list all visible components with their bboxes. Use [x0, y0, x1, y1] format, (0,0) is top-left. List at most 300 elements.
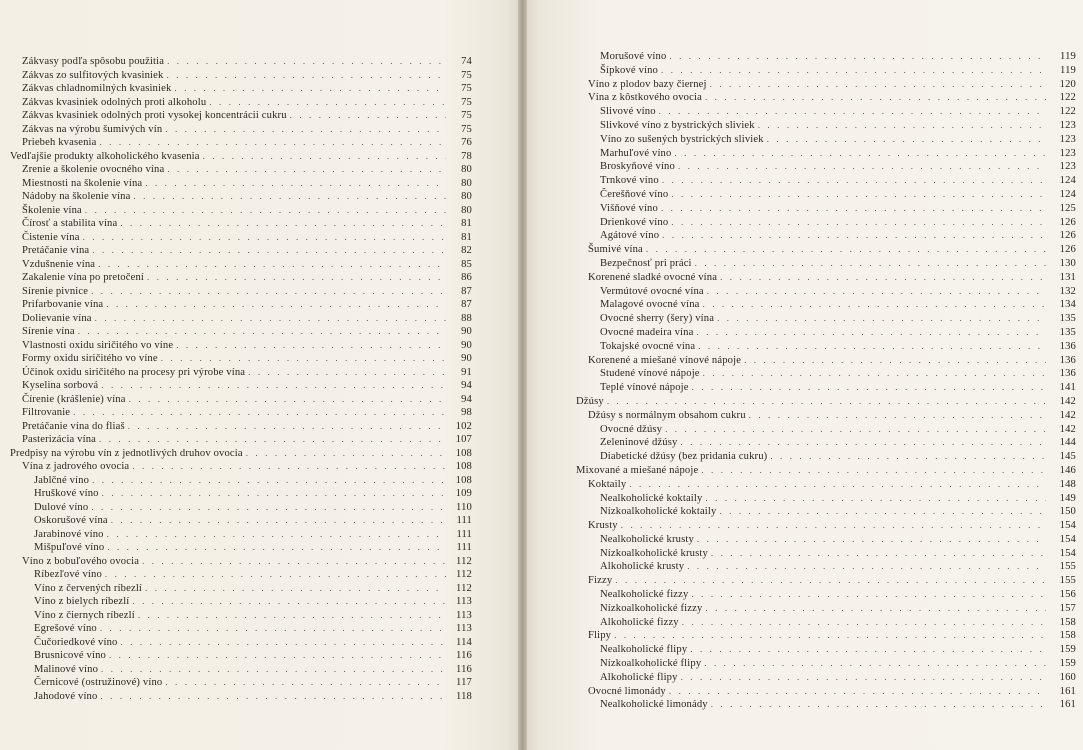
toc-entry: [566, 602, 1076, 616]
toc-entry-title: Pasterizácia vína: [22, 434, 97, 445]
dot-leader: [671, 216, 1046, 230]
toc-entry-page-number: 122: [1059, 106, 1076, 118]
dot-leader: [102, 487, 446, 501]
toc-entry-page-number: 134: [1059, 299, 1076, 311]
toc-entry-page-number: 159: [1059, 644, 1076, 656]
dot-leader: [91, 501, 446, 515]
toc-entry-title: Šípkové víno: [600, 64, 659, 76]
toc-entry: [0, 339, 472, 353]
toc-entry-title: Zeleninové džúsy: [600, 437, 678, 449]
toc-entry: [0, 312, 472, 326]
toc-entry-title: Víno z čiernych ríbezlí: [34, 609, 135, 621]
toc-entry-title: Čistenie vína: [22, 231, 80, 243]
toc-entry: [566, 285, 1076, 299]
toc-entry-title: Predpisy na výrobu vín z jednotlivých druhov ovocia: [10, 447, 243, 459]
toc-entry: [566, 505, 1076, 519]
toc-entry-page-number: 158: [1059, 616, 1076, 628]
dot-leader: [142, 555, 446, 569]
dot-leader: [78, 325, 446, 339]
toc-entry-title: Oskorušové vína: [34, 515, 108, 526]
toc-entry-title: Jablčné víno: [34, 474, 90, 486]
toc-entry-page-number: 111: [456, 542, 472, 553]
dot-leader: [83, 231, 446, 245]
toc-entry-page-number: 136: [1059, 340, 1076, 352]
toc-entry-title: Čučoriedkové víno: [34, 636, 118, 648]
toc-entry-title: Černicové (ostružinové) víno: [34, 677, 163, 688]
toc-entry: [566, 643, 1076, 657]
toc-entry-page-number: 123: [1059, 147, 1076, 159]
dot-leader: [749, 409, 1046, 423]
toc-entry: [0, 514, 472, 528]
dot-leader: [705, 602, 1046, 616]
toc-entry-title: Zákvas kvasiniek odolných proti alkoholu: [22, 96, 207, 108]
toc-entry: [0, 393, 472, 407]
dot-leader: [101, 379, 446, 393]
toc-entry-title: Víno z červených ríbezlí: [34, 582, 143, 594]
toc-entry-title: Zrenie a školenie ovocného vína: [22, 164, 165, 175]
toc-entry-page-number: 120: [1059, 78, 1076, 90]
dot-leader: [95, 312, 446, 326]
toc-entry: [566, 492, 1076, 506]
toc-entry-title: Slivkové víno z bystrických sliviek: [600, 119, 755, 131]
toc-entry-page-number: 124: [1059, 175, 1076, 187]
toc-entry-title: Vzdušnenie vína: [22, 258, 96, 270]
toc-entry-page-number: 75: [461, 110, 472, 121]
toc-entry-page-number: 123: [1059, 119, 1076, 131]
toc-entry: [0, 420, 472, 434]
toc-entry: [0, 231, 472, 245]
toc-entry-page-number: 94: [461, 380, 472, 391]
dot-leader: [704, 657, 1046, 671]
toc-entry-page-number: 126: [1059, 216, 1076, 228]
toc-entry: [566, 91, 1076, 105]
dot-leader: [246, 447, 446, 461]
toc-entry: [566, 698, 1076, 712]
toc-entry-title: Dulové víno: [34, 501, 89, 513]
toc-entry-title: Korenené sladké ovocné vína: [588, 271, 718, 283]
toc-entry: [0, 325, 472, 339]
toc-entry: [0, 109, 472, 123]
dot-leader: [687, 560, 1046, 574]
dot-leader: [132, 460, 446, 474]
toc-entry-page-number: 112: [456, 582, 472, 594]
toc-entry-title: Tokajské ovocné vína: [600, 340, 696, 352]
dot-leader: [176, 339, 446, 353]
dot-leader: [100, 690, 446, 704]
toc-entry-title: Vedľajšie produkty alkoholického kvasenia: [10, 150, 200, 162]
dot-leader: [629, 478, 1046, 492]
dot-leader: [682, 616, 1046, 630]
toc-entry-page-number: 80: [461, 204, 472, 216]
toc-entry: [566, 657, 1076, 671]
toc-entry-title: Džúsy s normálnym obsahom cukru: [588, 409, 746, 421]
left-page: [0, 0, 522, 750]
toc-entry-title: Vína z jadrového ovocia: [22, 461, 130, 472]
toc-entry: [566, 560, 1076, 574]
toc-entry: [566, 574, 1076, 588]
dot-leader: [691, 588, 1046, 602]
toc-entry-title: Filtrovanie: [22, 407, 71, 418]
toc-entry-page-number: 144: [1059, 437, 1076, 449]
dot-leader: [105, 568, 446, 582]
dot-leader: [161, 352, 446, 366]
dot-leader: [145, 177, 446, 191]
dot-leader: [100, 622, 446, 636]
toc-entry-page-number: 75: [461, 69, 472, 81]
toc-entry-title: Fizzy: [588, 575, 613, 587]
toc-entry-page-number: 132: [1059, 285, 1076, 297]
toc-entry-title: Bezpečnosť pri práci: [600, 257, 692, 269]
toc-entry-title: Čerešňové víno: [600, 188, 669, 200]
dot-leader: [614, 629, 1046, 643]
toc-entry-page-number: 88: [461, 312, 472, 324]
toc-entry: [0, 663, 472, 677]
toc-entry: [566, 78, 1076, 92]
toc-entry-page-number: 82: [461, 245, 472, 256]
toc-entry: [0, 271, 472, 285]
dot-leader: [646, 243, 1046, 257]
toc-entry-title: Broskyňové víno: [600, 161, 675, 173]
toc-entry-page-number: 119: [1060, 51, 1076, 62]
toc-entry-title: Ovocné sherry (šery) vína: [600, 313, 715, 325]
toc-entry-page-number: 90: [461, 326, 472, 337]
toc-entry-title: Egrešové víno: [34, 623, 97, 634]
toc-entry-page-number: 109: [455, 488, 472, 499]
toc-entry-page-number: 156: [1059, 589, 1076, 601]
toc-entry-title: Drienkové víno: [600, 216, 669, 228]
dot-leader: [203, 150, 446, 164]
toc-entry-title: Miestnosti na školenie vína: [22, 177, 143, 189]
toc-entry-title: Účinok oxidu siričitého na procesy pri výrobe vína: [22, 366, 246, 378]
dot-leader: [107, 541, 446, 555]
toc-entry: [0, 433, 472, 447]
toc-entry: [0, 676, 472, 690]
toc-entry: [566, 50, 1076, 64]
table-of-contents-right: [566, 50, 1076, 712]
dot-leader: [138, 609, 446, 623]
toc-entry-page-number: 74: [461, 56, 472, 67]
dot-leader: [696, 326, 1046, 340]
toc-entry: [0, 460, 472, 474]
toc-entry-title: Čírenie (krášlenie) vína: [22, 393, 126, 405]
toc-entry: [0, 501, 472, 515]
toc-entry-page-number: 116: [456, 663, 472, 675]
toc-entry-page-number: 113: [456, 609, 472, 621]
toc-entry-title: Sírenie vína: [22, 326, 75, 337]
dot-leader: [705, 492, 1046, 506]
dot-leader: [711, 698, 1046, 712]
dot-leader: [98, 258, 446, 272]
toc-entry-page-number: 90: [461, 339, 472, 351]
toc-entry-page-number: 119: [1060, 64, 1076, 76]
toc-entry-title: Nízkoalkoholické koktaily: [600, 506, 717, 518]
toc-entry: [566, 271, 1076, 285]
toc-entry-title: Višňové víno: [600, 202, 658, 214]
dot-leader: [707, 285, 1046, 299]
dot-leader: [705, 91, 1046, 105]
toc-entry: [566, 685, 1076, 699]
dot-leader: [133, 190, 446, 204]
toc-entry-title: Vína z kôstkového ovocia: [588, 92, 702, 104]
toc-entry: [566, 381, 1076, 395]
toc-entry-page-number: 135: [1059, 313, 1076, 325]
book-gutter: [518, 0, 527, 750]
toc-entry-title: Nealkoholické krusty: [600, 533, 694, 545]
toc-entry-page-number: 150: [1059, 506, 1076, 518]
toc-entry-title: Nealkoholické limonády: [600, 699, 708, 711]
toc-entry-title: Čírosť a stabilita vína: [22, 218, 118, 229]
toc-entry-page-number: 149: [1059, 492, 1076, 504]
toc-entry-page-number: 130: [1059, 257, 1076, 269]
dot-leader: [681, 671, 1046, 685]
dot-leader: [91, 285, 446, 299]
toc-entry-page-number: 141: [1059, 382, 1076, 394]
dot-leader: [128, 420, 446, 434]
toc-entry: [0, 96, 472, 110]
toc-entry-page-number: 161: [1059, 685, 1076, 697]
toc-entry-page-number: 75: [461, 123, 472, 135]
dot-leader: [719, 505, 1046, 519]
dot-leader: [695, 257, 1046, 271]
toc-entry-page-number: 142: [1059, 423, 1076, 435]
toc-entry-page-number: 116: [456, 650, 472, 661]
toc-entry: [0, 379, 472, 393]
toc-entry: [566, 478, 1076, 492]
toc-entry-page-number: 107: [455, 434, 472, 445]
toc-entry-title: Priebeh kvasenia: [22, 137, 97, 148]
toc-entry: [566, 298, 1076, 312]
toc-entry: [0, 69, 472, 83]
toc-entry-title: Teplé vínové nápoje: [600, 382, 689, 394]
toc-entry-page-number: 102: [455, 420, 472, 432]
toc-entry-page-number: 111: [456, 528, 472, 540]
toc-entry-page-number: 160: [1059, 671, 1076, 683]
toc-entry-page-number: 78: [461, 150, 472, 162]
toc-entry: [566, 436, 1076, 450]
toc-entry: [0, 352, 472, 366]
toc-entry-page-number: 126: [1059, 244, 1076, 256]
toc-entry-title: Kyselina sorbová: [22, 380, 99, 391]
dot-leader: [744, 354, 1046, 368]
toc-entry: [566, 257, 1076, 271]
toc-entry-page-number: 86: [461, 272, 472, 283]
toc-entry: [0, 622, 472, 636]
dot-leader: [711, 547, 1046, 561]
toc-entry-title: Krusty: [588, 520, 618, 532]
toc-entry-title: Nádoby na školenie vína: [22, 191, 131, 202]
toc-entry-title: Formy oxidu siričitého vo víne: [22, 353, 158, 364]
toc-entry-title: Morušové víno: [600, 51, 667, 62]
toc-entry-page-number: 94: [461, 393, 472, 405]
toc-entry-title: Pretáčanie vína: [22, 245, 90, 256]
toc-entry-title: Studené vínové nápoje: [600, 368, 700, 380]
toc-entry: [0, 136, 472, 150]
dot-leader: [661, 202, 1046, 216]
toc-entry-page-number: 154: [1059, 533, 1076, 545]
toc-entry-title: Alkoholické krusty: [600, 561, 685, 573]
toc-entry-title: Džúsy: [576, 395, 604, 407]
toc-entry: [566, 229, 1076, 243]
toc-entry-title: Ríbezľové víno: [34, 569, 102, 580]
toc-entry-page-number: 146: [1059, 464, 1076, 476]
toc-entry: [566, 519, 1076, 533]
toc-entry: [0, 285, 472, 299]
toc-entry-title: Ovocné limonády: [588, 685, 666, 697]
toc-entry-title: Víno zo sušených bystrických sliviek: [600, 133, 764, 145]
toc-entry-page-number: 155: [1059, 561, 1076, 573]
toc-entry: [566, 147, 1076, 161]
toc-entry: [566, 395, 1076, 409]
toc-entry-page-number: 124: [1059, 188, 1076, 200]
toc-entry-title: Hruškové víno: [34, 488, 99, 499]
dot-leader: [621, 519, 1046, 533]
toc-entry-title: Víno z bielych ríbezlí: [34, 596, 130, 607]
toc-entry: [0, 150, 472, 164]
toc-entry-title: Zákvas na výrobu šumivých vín: [22, 123, 163, 135]
toc-entry-page-number: 98: [461, 407, 472, 418]
toc-entry-page-number: 157: [1059, 602, 1076, 614]
toc-entry: [0, 82, 472, 96]
toc-entry-page-number: 108: [455, 447, 472, 459]
dot-leader: [669, 685, 1046, 699]
dot-leader: [167, 163, 446, 177]
toc-entry: [0, 636, 472, 650]
toc-entry-page-number: 87: [461, 299, 472, 310]
dot-leader: [167, 55, 446, 69]
dot-leader: [165, 123, 446, 137]
toc-entry-title: Ovocné džúsy: [600, 423, 663, 435]
dot-leader: [680, 436, 1046, 450]
dot-leader: [701, 464, 1046, 478]
toc-entry-page-number: 142: [1059, 395, 1076, 407]
toc-entry-title: Nealkoholické fizzy: [600, 589, 689, 601]
toc-entry: [566, 202, 1076, 216]
toc-entry-title: Pretáčanie vína do fliaš: [22, 420, 125, 432]
toc-entry-page-number: 145: [1059, 451, 1076, 463]
dot-leader: [99, 136, 446, 150]
toc-entry: [0, 690, 472, 704]
dot-leader: [92, 244, 446, 258]
toc-entry-page-number: 154: [1059, 547, 1076, 559]
dot-leader: [145, 582, 446, 596]
dot-leader: [615, 574, 1046, 588]
toc-entry: [0, 541, 472, 555]
dot-leader: [101, 663, 446, 677]
dot-leader: [662, 229, 1046, 243]
toc-entry: [566, 616, 1076, 630]
toc-entry-page-number: 142: [1059, 409, 1076, 421]
toc-entry: [566, 367, 1076, 381]
toc-entry: [566, 133, 1076, 147]
dot-leader: [710, 78, 1046, 92]
toc-entry: [0, 123, 472, 137]
toc-entry: [0, 406, 472, 420]
toc-entry: [566, 588, 1076, 602]
dot-leader: [607, 395, 1046, 409]
toc-entry: [566, 423, 1076, 437]
toc-entry: [0, 555, 472, 569]
dot-leader: [770, 450, 1046, 464]
toc-entry-title: Malinové víno: [34, 663, 99, 675]
toc-entry-page-number: 81: [461, 231, 472, 243]
toc-entry-title: Trnkové víno: [600, 175, 659, 187]
toc-entry-title: Víno z bobuľového ovocia: [22, 555, 140, 567]
toc-entry-title: Mišpuľové víno: [34, 542, 105, 553]
toc-entry: [0, 528, 472, 542]
toc-entry-page-number: 148: [1059, 478, 1076, 490]
toc-entry-title: Nealkoholické koktaily: [600, 492, 703, 504]
dot-leader: [703, 367, 1046, 381]
dot-leader: [758, 119, 1046, 133]
toc-entry-page-number: 113: [456, 623, 472, 634]
toc-entry-title: Nízkoalkoholické flipy: [600, 658, 702, 670]
dot-leader: [659, 105, 1046, 119]
dot-leader: [73, 406, 446, 420]
toc-entry-page-number: 80: [461, 164, 472, 175]
toc-entry-title: Jahodové víno: [34, 690, 98, 702]
toc-entry: [0, 244, 472, 258]
toc-entry-page-number: 80: [461, 177, 472, 189]
toc-entry-title: Víno z plodov bazy čiernej: [588, 78, 707, 90]
dot-leader: [147, 271, 446, 285]
toc-entry: [0, 217, 472, 231]
toc-entry: [566, 629, 1076, 643]
toc-entry-page-number: 112: [456, 569, 472, 580]
dot-leader: [671, 188, 1046, 202]
dot-leader: [717, 312, 1046, 326]
toc-entry: [0, 595, 472, 609]
toc-entry-page-number: 76: [461, 137, 472, 148]
dot-leader: [698, 340, 1046, 354]
toc-entry-title: Malagové ovocné vína: [600, 299, 700, 311]
toc-entry: [0, 649, 472, 663]
toc-entry-page-number: 123: [1059, 133, 1076, 145]
toc-entry-title: Vlastnosti oxidu siričitého vo víne: [22, 339, 174, 351]
dot-leader: [720, 271, 1046, 285]
toc-entry-page-number: 87: [461, 285, 472, 297]
toc-entry-title: Ovocné madeira vína: [600, 326, 694, 338]
dot-leader: [166, 69, 446, 83]
toc-entry-page-number: 131: [1059, 271, 1076, 283]
toc-entry-page-number: 123: [1059, 161, 1076, 173]
dot-leader: [662, 174, 1046, 188]
dot-leader: [120, 217, 446, 231]
toc-entry: [0, 366, 472, 380]
dot-leader: [209, 96, 446, 110]
toc-entry: [0, 447, 472, 461]
toc-entry: [0, 258, 472, 272]
toc-entry-title: Agátové víno: [600, 230, 660, 242]
toc-entry: [0, 163, 472, 177]
toc-entry-page-number: 114: [456, 636, 472, 648]
toc-entry: [566, 243, 1076, 257]
dot-leader: [690, 643, 1046, 657]
dot-leader: [290, 109, 446, 123]
dot-leader: [767, 133, 1046, 147]
toc-entry-page-number: 159: [1059, 658, 1076, 670]
toc-entry: [0, 177, 472, 191]
dot-leader: [697, 533, 1046, 547]
toc-entry: [0, 204, 472, 218]
toc-entry-title: Sírenie pivnice: [22, 285, 89, 297]
dot-leader: [99, 433, 446, 447]
toc-entry-page-number: 122: [1059, 92, 1076, 104]
dot-leader: [132, 595, 446, 609]
dot-leader: [120, 636, 446, 650]
toc-entry-title: Koktaily: [588, 478, 627, 490]
toc-entry-title: Mixované a miešané nápoje: [576, 464, 699, 476]
toc-entry-page-number: 75: [461, 83, 472, 94]
